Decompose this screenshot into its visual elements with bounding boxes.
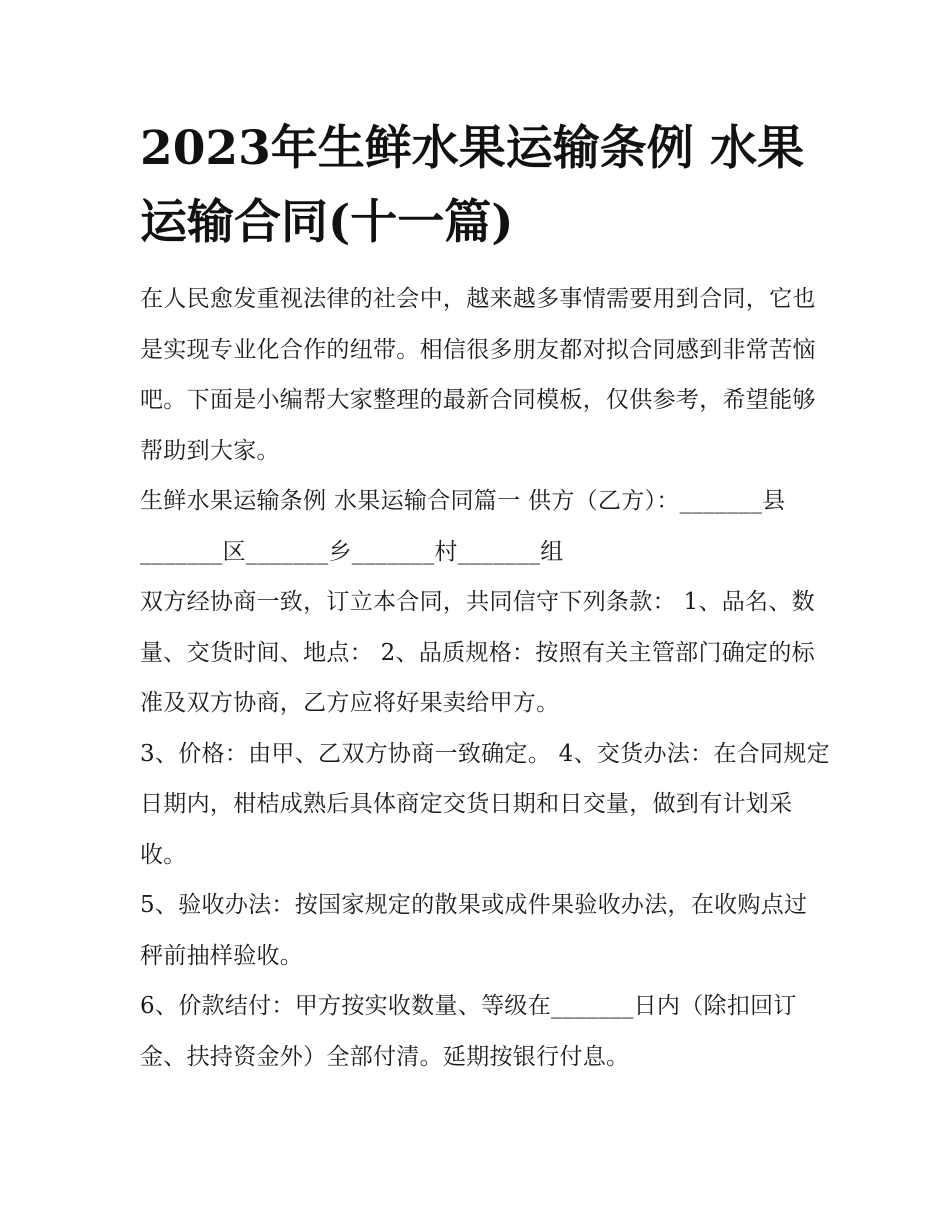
paragraph-intro: 在人民愈发重视法律的社会中，越来越多事情需要用到合同，它也是实现专业化合作的纽带。相信很多朋友都对拟合同感到非常苦恼吧。下面是小编帮大家整理的最新合同模板，仅供参考，希望能够帮助到大家。 xyxy=(140,286,816,464)
paragraph-terms: 双方经协商一致，订立本合同，共同信守下列条款： 1、品名、数量、交货时间、地点： 2、品质规格：按照有关主管部门确定的标准及双方协商，乙方应将好果卖给甲方。 xyxy=(140,589,815,716)
paragraph-price-delivery: 3、价格：由甲、乙双方协商一致确定。 4、交货办法：在合同规定日期内，柑桔成熟后具体商定交货日期和日交量，做到有计划采收。 xyxy=(140,740,830,868)
paragraph-supplier: 生鲜水果运输条例 水果运输合同篇一 供方（乙方）：_______县_______区_______乡_______村_______组 xyxy=(140,488,786,565)
paragraph-inspection: 5、验收办法：按国家规定的散果或成件果验收办法，在收购点过秤前抽样验收。 xyxy=(140,892,808,969)
document-title: 2023年生鲜水果运输条例 水果运输合同(十一篇) xyxy=(140,121,805,250)
document-body xyxy=(140,112,830,1082)
paragraph-payment: 6、价款结付：甲方按实收数量、等级在_______日内（除扣回订金、扶持资金外）全部付清。延期按银行付息。 xyxy=(140,993,797,1070)
